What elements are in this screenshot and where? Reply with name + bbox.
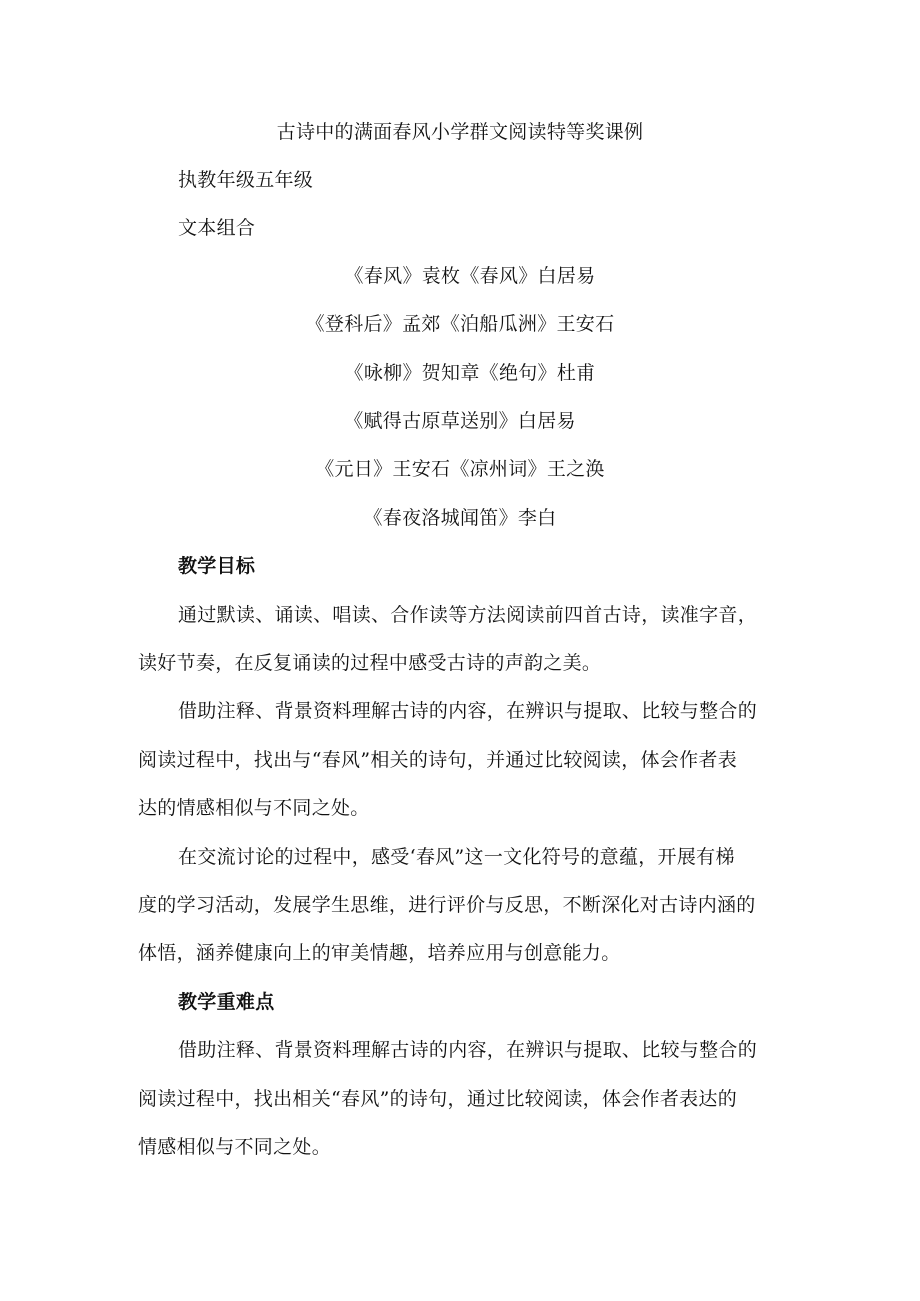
goal-3-line-1: 在交流讨论的过程中，感受‘春风”这一文化符号的意蕴，开展有梯 — [178, 846, 735, 868]
goals-heading: 教学目标 — [178, 555, 256, 577]
poem-line-6: 《春夜洛城闻笛》李白 — [363, 507, 557, 529]
goal-2-line-1: 借助注释、背景资料理解古诗的内容，在辨识与提取、比较与整合的 — [178, 700, 758, 722]
goal-1-line-2: 读好节奏，在反复诵读的过程中感受古诗的声韵之美。 — [138, 652, 602, 674]
key-points-line-3: 情感相似与不同之处。 — [138, 1136, 332, 1158]
poem-line-1: 《春风》袁枚《春风》白居易 — [344, 265, 596, 287]
text-combo-heading: 文本组合 — [178, 217, 256, 239]
key-points-line-1: 借助注释、背景资料理解古诗的内容，在辨识与提取、比较与整合的 — [178, 1039, 758, 1061]
poem-line-4: 《赋得古原草送别》白居易 — [344, 410, 576, 432]
poem-line-3: 《咏柳》贺知章《绝句》杜甫 — [344, 362, 596, 384]
goal-3-line-2: 度的学习活动，发展学生思维，进行评价与反思，不断深化对古诗内涵的 — [138, 894, 756, 916]
goal-3-line-3: 体悟，涵养健康向上的审美情趣，培养应用与创意能力。 — [138, 942, 621, 964]
key-points-line-2: 阅读过程中，找出相关“春风”的诗句，通过比较阅读，体会作者表达的 — [138, 1088, 738, 1110]
goal-2-line-3: 达的情感相似与不同之处。 — [138, 797, 370, 819]
grade-line: 执教年级五年级 — [178, 169, 314, 191]
goal-2-line-2: 阅读过程中，找出与“春风”相关的诗句，并通过比较阅读，体会作者表 — [138, 749, 738, 771]
key-points-heading: 教学重难点 — [178, 991, 275, 1013]
poem-line-5: 《元日》王安石《凉州词》王之涣 — [315, 458, 605, 480]
goal-1-line-1: 通过默读、诵读、唱读、合作读等方法阅读前四首古诗，读准字音， — [178, 604, 758, 626]
poem-line-2: 《登科后》孟郊《泊船瓜洲》王安石 — [305, 313, 615, 335]
document-title: 古诗中的满面春风小学群文阅读特等奖课例 — [276, 121, 644, 143]
